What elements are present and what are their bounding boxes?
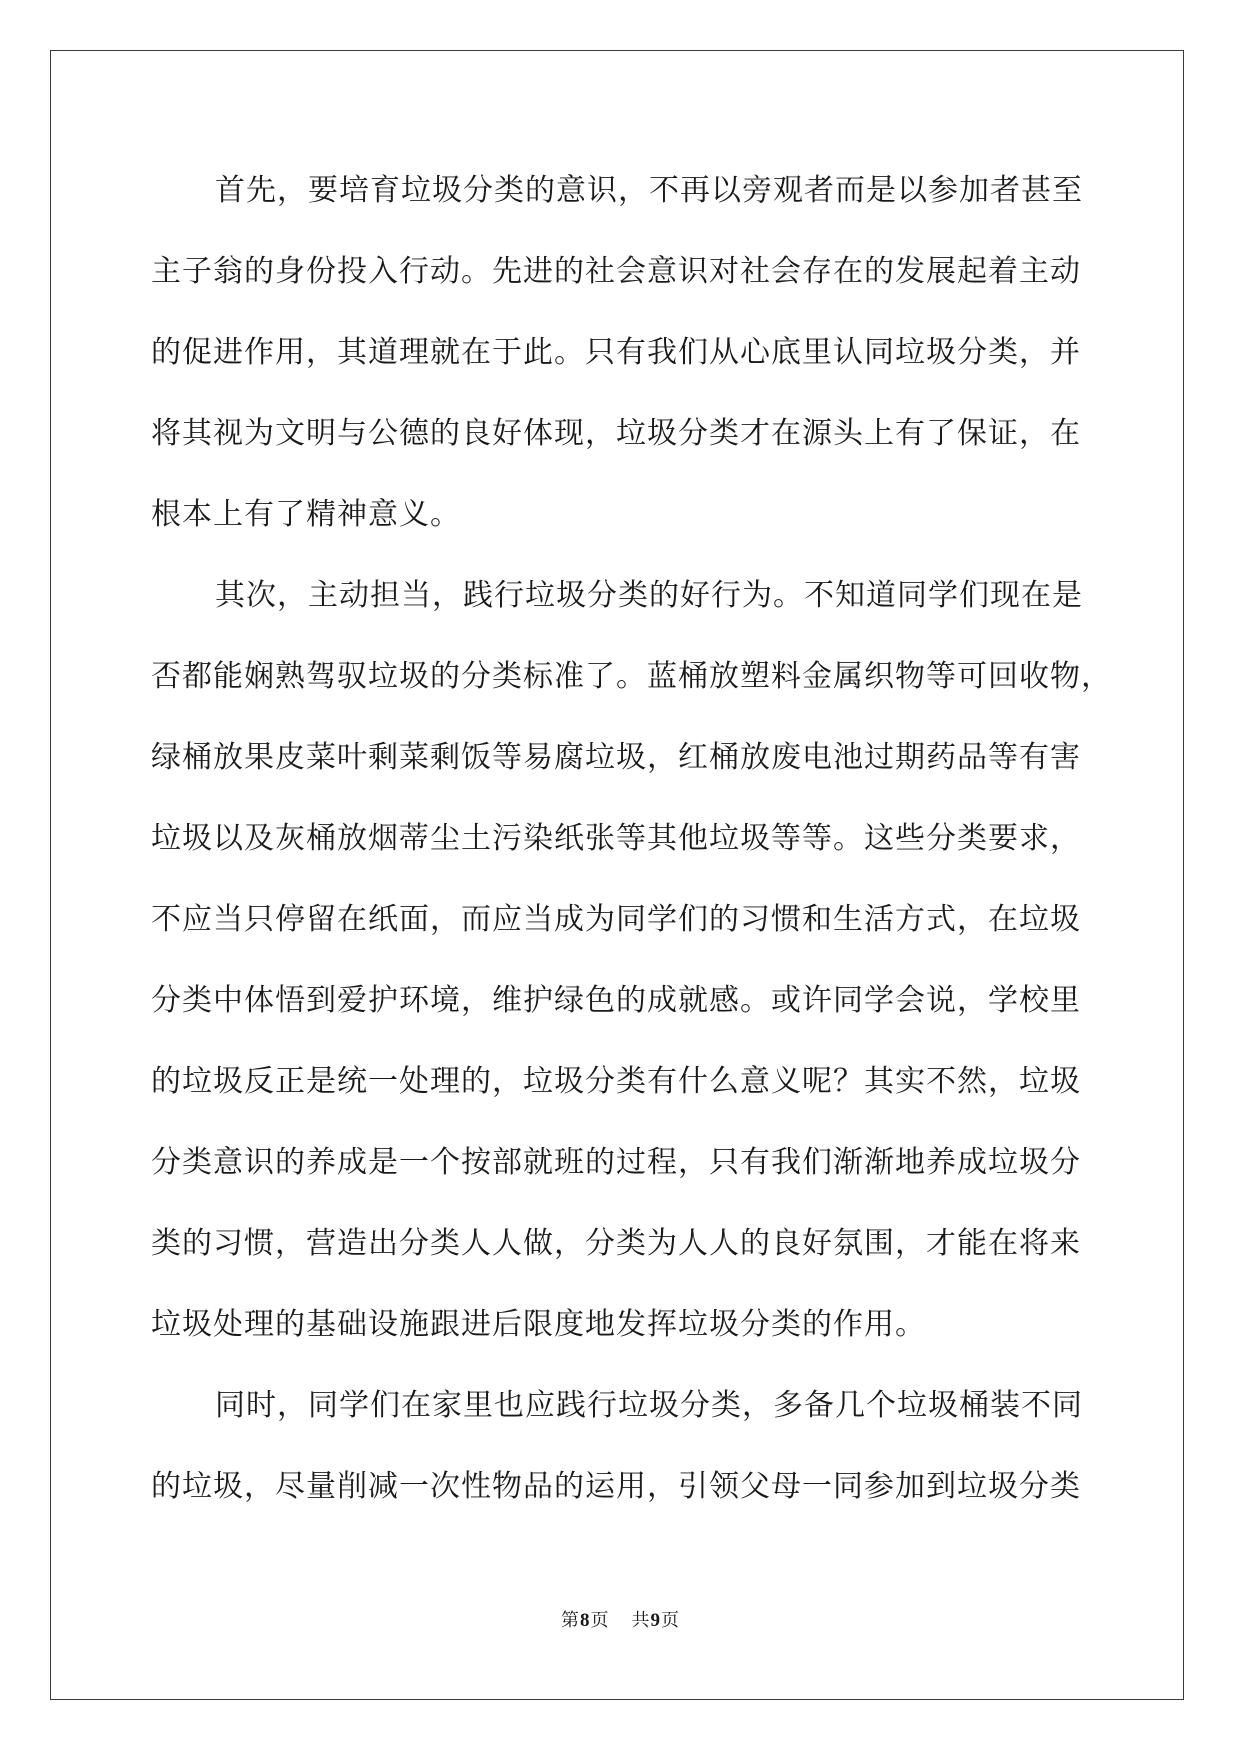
- text-line: 垃圾以及灰桶放烟蒂尘土污染纸张等其他垃圾等等。这些分类要求，: [151, 821, 1081, 856]
- total-page-number: 9: [650, 1610, 661, 1631]
- text-line: 同时，同学们在家里也应践行垃圾分类，多备几个垃圾桶装不同: [215, 1388, 1083, 1423]
- footer-page-word: 页: [590, 1610, 610, 1631]
- page-footer: [0, 1606, 1241, 1632]
- text-line: 垃圾处理的基础设施跟进后限度地发挥垃圾分类的作用。: [151, 1307, 926, 1342]
- text-line: 的垃圾，尽量削减一次性物品的运用，引领父母一同参加到垃圾分类: [151, 1469, 1081, 1504]
- text-line: 分类意识的养成是一个按部就班的过程，只有我们渐渐地养成垃圾分: [151, 1145, 1081, 1180]
- footer-prefix: 第: [561, 1610, 580, 1631]
- text-line: 分类中体悟到爱护环境，维护绿色的成就感。或许同学会说，学校里: [151, 983, 1081, 1018]
- paragraph: [151, 1365, 1087, 1527]
- paragraph: [151, 555, 1112, 1365]
- current-page-number: 8: [580, 1610, 591, 1631]
- text-line: 不应当只停留在纸面，而应当成为同学们的习惯和生活方式，在垃圾: [151, 902, 1081, 937]
- text-line: 主子翁的身份投入行动。先进的社会意识对社会存在的发展起着主动: [151, 254, 1081, 289]
- text-line: 首先，要培育垃圾分类的意识，不再以旁观者而是以参加者甚至: [215, 173, 1083, 208]
- text-line: 否都能娴熟驾驭垃圾的分类标准了。蓝桶放塑料金属织物等可回收物，: [151, 659, 1112, 694]
- text-line: 的垃圾反正是统一处理的，垃圾分类有什么意义呢？其实不然，垃圾: [151, 1064, 1081, 1099]
- text-line: 根本上有了精神意义。: [151, 497, 461, 532]
- text-line: 类的习惯，营造出分类人人做，分类为人人的良好氛围，才能在将来: [151, 1226, 1081, 1261]
- text-line: 绿桶放果皮菜叶剩菜剩饭等易腐垃圾，红桶放废电池过期药品等有害: [151, 740, 1081, 775]
- text-line: 其次，主动担当，践行垃圾分类的好行为。不知道同学们现在是: [215, 578, 1083, 613]
- document-body: [151, 150, 1112, 1527]
- footer-total-suffix: 页: [661, 1610, 680, 1631]
- text-line: 的促进作用，其道理就在于此。只有我们从心底里认同垃圾分类，并: [151, 335, 1081, 370]
- paragraph: [151, 150, 1087, 555]
- footer-total-prefix: 共: [631, 1610, 651, 1631]
- text-line: 将其视为文明与公德的良好体现，垃圾分类才在源头上有了保证，在: [151, 416, 1081, 451]
